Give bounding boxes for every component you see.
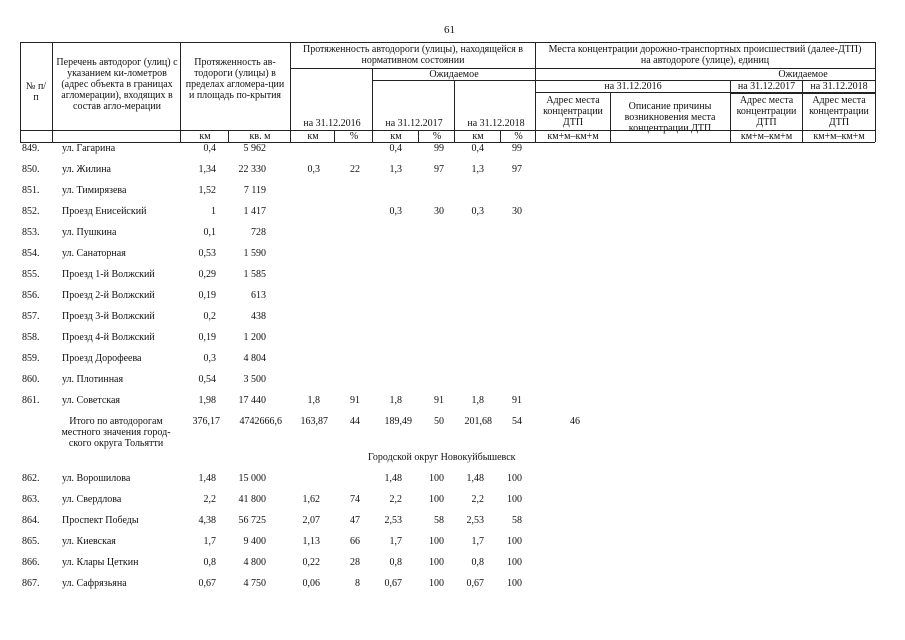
cell-name: ул. Пушкина [62,227,117,238]
cell-c: 1,48 [466,473,484,484]
cell-m2: 4 804 [243,353,266,364]
cell-name: Проезд Дорофеева [62,353,142,364]
cell-n: 849. [22,143,40,154]
cell-name: ул. Санаторная [62,248,126,259]
cell-km: 1,34 [198,164,216,175]
cell-m2: 22 330 [238,164,266,175]
cell-m2: 9 400 [243,536,266,547]
cell-cp: 100 [507,557,522,568]
cell-km: 0,2 [203,311,216,322]
cell-b: 0,67 [384,578,402,589]
cell-n: 856. [22,290,40,301]
unit-km-2016: км [307,131,319,142]
header-normative: Протяженность автодороги (улицы), находящейся в нормативном состоянии [302,44,524,66]
cell-km: 1,98 [198,395,216,406]
cell-bp: 100 [429,557,444,568]
cell-cp: 30 [512,206,522,217]
cell-cp: 100 [507,473,522,484]
page-number: 61 [444,24,455,36]
cell-km: 0,8 [203,557,216,568]
cell-km: 0,29 [198,269,216,280]
header-dtp-address-2018: Адрес места концентрации ДТП [809,95,869,128]
unit-sqm: кв. м [249,131,271,142]
cell-b: 2,2 [389,494,402,505]
cell-m2: 4 750 [243,578,266,589]
cell-m2: 7 119 [243,185,266,196]
header-expected: Ожидаемое [429,69,479,80]
cell-km: 4,38 [198,515,216,526]
cell-m2: 1 417 [243,206,266,217]
cell-n: 851. [22,185,40,196]
cell-ap: 22 [350,164,360,175]
cell-n: 866. [22,557,40,568]
cell-ap: 74 [350,494,360,505]
cell-a: 0,22 [302,557,320,568]
cell-a: 1,13 [302,536,320,547]
cell-name: ул. Гагарина [62,143,116,154]
cell-name: ул. Свердлова [62,494,122,505]
cell-m2: 3 500 [243,374,266,385]
cell-a: 1,62 [302,494,320,505]
cell-ap: 91 [350,395,360,406]
cell-m2: 41 800 [238,494,266,505]
header-dtp-expected: Ожидаемое [778,69,828,80]
cell-name: ул. Киевская [62,536,116,547]
total-2018-pct: 54 [512,416,522,427]
cell-n: 867. [22,578,40,589]
cell-n: 853. [22,227,40,238]
cell-c: 2,2 [471,494,484,505]
cell-km: 0,53 [198,248,216,259]
cell-b: 1,7 [389,536,402,547]
cell-name: ул. Жилина [62,164,111,175]
cell-b: 1,8 [389,395,402,406]
cell-n: 859. [22,353,40,364]
unit-kmm-2016: км+м–км+м [547,131,599,142]
cell-b: 1,3 [389,164,402,175]
total-label: Итого по автодорогам местного значения город-ского округа Тольятти [61,416,171,449]
cell-m2: 1 590 [243,248,266,259]
header-num: № п/п [25,81,47,103]
cell-cp: 97 [512,164,522,175]
cell-n: 861. [22,395,40,406]
cell-km: 1,7 [203,536,216,547]
cell-n: 862. [22,473,40,484]
cell-km: 1,52 [198,185,216,196]
total-sqm: 4742666,6 [239,416,282,427]
cell-n: 854. [22,248,40,259]
header-2017: на 31.12.2017 [385,118,443,129]
cell-name: Проезд 3-й Волжский [62,311,155,322]
cell-km: 0,67 [198,578,216,589]
cell-m2: 56 725 [238,515,266,526]
cell-name: Проезд 4-й Волжский [62,332,155,343]
total-2016-km: 163,87 [300,416,328,427]
cell-m2: 728 [251,227,266,238]
cell-bp: 97 [434,164,444,175]
cell-cp: 100 [507,578,522,589]
cell-km: 1 [211,206,216,217]
cell-c: 1,3 [471,164,484,175]
header-road-list: Перечень автодорог (улиц) с указанием ки-лометров (адрес объекта в границах агломерации), входящих в состав агло-мерации [56,57,178,112]
header-dtp-address: Адрес места концентрации ДТП [543,95,603,128]
cell-n: 865. [22,536,40,547]
cell-a: 2,07 [302,515,320,526]
cell-bp: 30 [434,206,444,217]
cell-km: 0,19 [198,290,216,301]
cell-c: 1,8 [471,395,484,406]
header-length: Протяженность ав-тодороги (улицы) в пределах агломера-ции и площадь по-крытия [185,57,285,101]
unit-pct-2017: % [432,131,442,142]
cell-bp: 99 [434,143,444,154]
cell-cp: 58 [512,515,522,526]
cell-a: 0,06 [302,578,320,589]
cell-km: 0,4 [203,143,216,154]
cell-name: ул. Советская [62,395,120,406]
cell-a: 0,3 [307,164,320,175]
cell-m2: 5 962 [243,143,266,154]
unit-pct-2016: % [349,131,359,142]
cell-m2: 17 440 [238,395,266,406]
cell-name: Проспект Победы [62,515,139,526]
header-dtp-address-2017: Адрес места концентрации ДТП [736,95,797,128]
total-2017-pct: 50 [434,416,444,427]
cell-name: Проезд 1-й Волжский [62,269,155,280]
cell-m2: 1 200 [243,332,266,343]
cell-name: Проезд 2-й Волжский [62,290,155,301]
section-title: Городской округ Новокуйбышевск [368,452,516,463]
cell-name: ул. Тимирязева [62,185,127,196]
cell-c: 0,8 [471,557,484,568]
cell-ap: 66 [350,536,360,547]
cell-m2: 15 000 [238,473,266,484]
cell-c: 0,4 [471,143,484,154]
cell-m2: 4 800 [243,557,266,568]
cell-bp: 100 [429,473,444,484]
unit-kmm-2017: км+м–км+м [740,131,793,142]
header-2018: на 31.12.2018 [467,118,525,129]
total-km: 376,17 [192,416,220,427]
total-2017-km: 189,49 [384,416,412,427]
cell-n: 852. [22,206,40,217]
cell-bp: 100 [429,536,444,547]
header-dtp-2018: на 31.12.2018 [810,81,868,92]
cell-cp: 100 [507,494,522,505]
cell-b: 2,53 [384,515,402,526]
cell-name: ул. Клары Цеткин [62,557,139,568]
cell-km: 0,19 [198,332,216,343]
cell-n: 858. [22,332,40,343]
cell-c: 1,7 [471,536,484,547]
cell-km: 0,3 [203,353,216,364]
cell-name: ул. Плотинная [62,374,124,385]
total-2018-km: 201,68 [464,416,492,427]
cell-km: 0,54 [198,374,216,385]
cell-cp: 99 [512,143,522,154]
cell-b: 0,3 [389,206,402,217]
header-dtp-2017: на 31.12.2017 [737,81,796,92]
cell-km: 2,2 [203,494,216,505]
header-dtp-description: Описание причины возникновения места концентрации ДТП [624,101,716,134]
cell-c: 2,53 [466,515,484,526]
header-dtp-2016: на 31.12.2016 [604,81,662,92]
unit-km-2017: км [390,131,402,142]
cell-c: 0,3 [471,206,484,217]
cell-b: 0,4 [389,143,402,154]
header-dtp: Места концентрации дорожно-транспортных происшествий (далее-ДТП) на автодороге (улице), единиц [548,44,862,66]
cell-n: 857. [22,311,40,322]
cell-km: 0,1 [203,227,216,238]
cell-c: 0,67 [466,578,484,589]
cell-m2: 438 [251,311,266,322]
total-dtp: 46 [570,416,580,427]
cell-n: 860. [22,374,40,385]
cell-name: ул. Сафрязьяна [62,578,127,589]
unit-km: км [199,131,211,142]
cell-n: 855. [22,269,40,280]
cell-ap: 47 [350,515,360,526]
cell-m2: 613 [251,290,266,301]
cell-m2: 1 585 [243,269,266,280]
cell-n: 863. [22,494,40,505]
cell-cp: 100 [507,536,522,547]
cell-name: ул. Ворошилова [62,473,131,484]
cell-bp: 100 [429,578,444,589]
unit-pct-2018: % [514,131,523,142]
cell-bp: 91 [434,395,444,406]
cell-name: Проезд Енисейский [62,206,147,217]
cell-bp: 58 [434,515,444,526]
unit-kmm-2018: км+м–км+м [813,131,865,142]
header-2016: на 31.12.2016 [303,118,361,129]
cell-cp: 91 [512,395,522,406]
total-2016-pct: 44 [350,416,360,427]
cell-bp: 100 [429,494,444,505]
cell-b: 1,48 [384,473,402,484]
cell-n: 850. [22,164,40,175]
cell-km: 1,48 [198,473,216,484]
cell-ap: 8 [355,578,360,589]
cell-b: 0,8 [389,557,402,568]
unit-km-2018: км [472,131,484,142]
cell-ap: 28 [350,557,360,568]
cell-n: 864. [22,515,40,526]
cell-a: 1,8 [307,395,320,406]
